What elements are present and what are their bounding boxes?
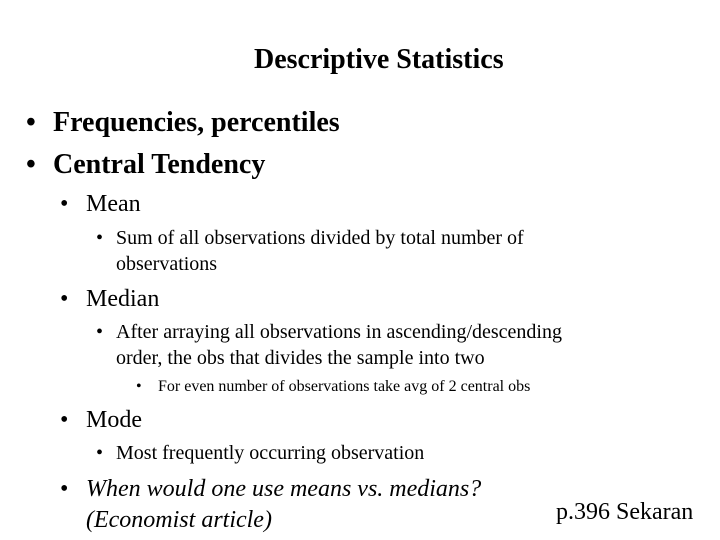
bullet-icon: • [96, 321, 104, 343]
bullet-icon: • [60, 407, 69, 433]
bullet-icon: • [60, 286, 69, 312]
bullet-mode: Mode [86, 407, 142, 433]
mean-definition-line2: observations [116, 253, 218, 275]
bullet-icon: • [26, 149, 36, 180]
bullet-icon: • [136, 378, 142, 395]
page-reference: p.396 Sekaran [556, 499, 694, 525]
bullet-central-tendency: Central Tendency [53, 149, 266, 180]
question-line2: (Economist article) [86, 507, 272, 533]
median-definition-line2: order, the obs that divides the sample into two [116, 347, 485, 369]
bullet-icon: • [60, 191, 69, 217]
bullet-icon: • [96, 442, 104, 464]
question-line1: When would one use means vs. medians? [86, 476, 482, 502]
bullet-icon: • [60, 476, 69, 502]
bullet-icon: • [96, 227, 104, 249]
mean-definition-line1: Sum of all observations divided by total number of [116, 227, 524, 249]
bullet-frequencies: Frequencies, percentiles [53, 107, 340, 138]
slide-title: Descriptive Statistics [254, 44, 504, 75]
mode-definition: Most frequently occurring observation [116, 442, 425, 464]
bullet-icon: • [26, 107, 36, 138]
median-definition-line1: After arraying all observations in ascending/descending [116, 321, 562, 343]
bullet-median: Median [86, 286, 160, 312]
median-even-note: For even number of observations take avg of 2 central obs [158, 378, 531, 395]
bullet-mean: Mean [86, 191, 141, 217]
